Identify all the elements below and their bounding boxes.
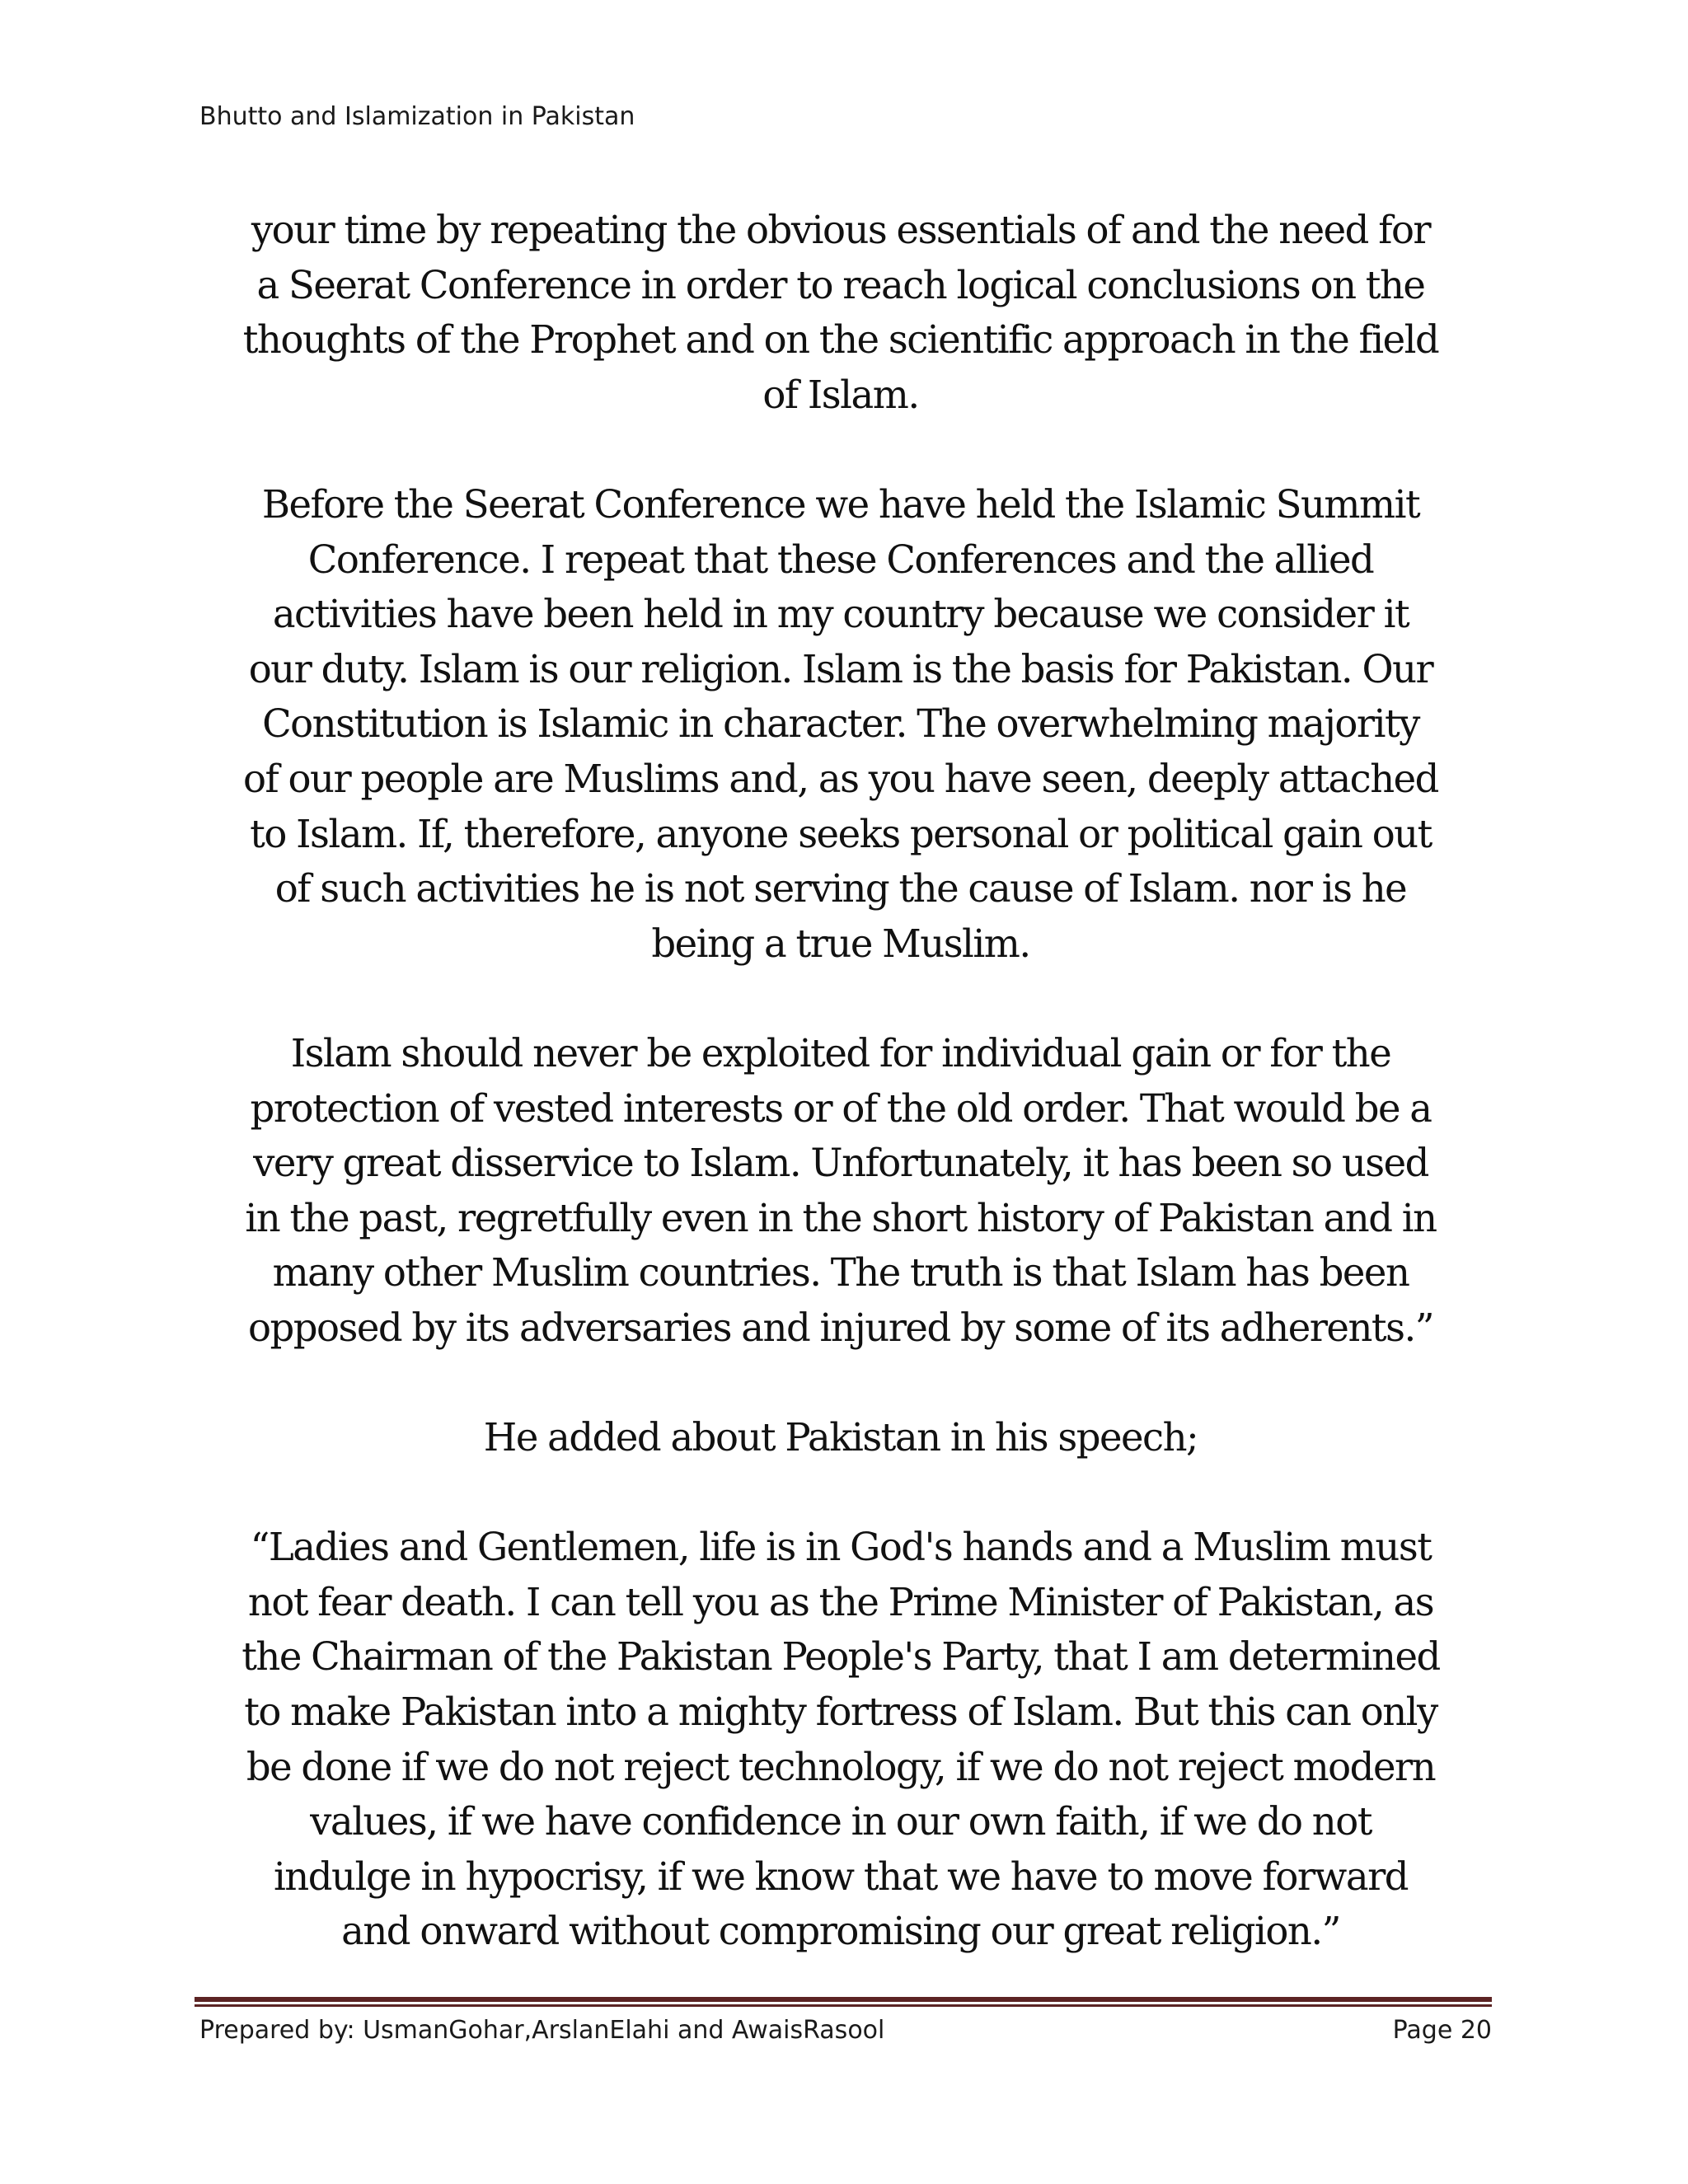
text-line: our duty. Islam is our religion. Islam is the basis for Pakistan. Our [248,646,1433,691]
running-header: Bhutto and Islamization in Pakistan [199,102,635,131]
text-line: of our people are Muslims and, as you have seen, deeply attached [243,756,1438,801]
text-line: very great disservice to Islam. Unfortunately, it has been so used [253,1141,1428,1186]
paragraph [190,477,1492,971]
text-line: He added about Pakistan in his speech; [483,1415,1198,1460]
footer-rule-thin [195,2004,1492,2007]
page-number: Page 20 [1392,2016,1492,2045]
text-line: Conference. I repeat that these Conferences and the allied [307,537,1374,582]
text-line: of Islam. [762,372,919,417]
text-line: Before the Seerat Conference we have held the Islamic Summit [261,481,1420,527]
footer-prepared-by: Prepared by: UsmanGohar,ArslanElahi and AwaisRasool [199,2016,885,2045]
body-text [190,203,1492,1959]
text-line: Islam should never be exploited for individual gain or for the [290,1030,1391,1076]
text-line: opposed by its adversaries and injured by some of its adherents.” [247,1305,1434,1350]
paragraph [190,1026,1492,1356]
text-line: Constitution is Islamic in character. The overwhelming majority [262,701,1419,747]
text-line: “Ladies and Gentlemen, life is in God's hands and a Muslim must [250,1525,1432,1570]
text-line: in the past, regretfully even in the short history of Pakistan and in [245,1195,1437,1240]
paragraph [190,1410,1492,1465]
text-line: indulge in hypocrisy, if we know that we have to move forward [273,1854,1409,1899]
text-line: thoughts of the Prophet and on the scientific approach in the field [242,317,1439,363]
text-line: many other Muslim countries. The truth is that Islam has been [272,1250,1409,1296]
text-line: to make Pakistan into a mighty fortress of Islam. But this can only [244,1690,1437,1735]
text-line: not fear death. I can tell you as the Prime Minister of Pakistan, as [247,1579,1434,1624]
text-line: values, if we have confidence in our own faith, if we do not [310,1799,1372,1844]
text-line: activities have been held in my country because we consider it [272,592,1409,637]
paragraph [190,1520,1492,1959]
footer-rule [195,1997,1492,2007]
text-line: a Seerat Conference in order to reach logical conclusions on the [256,262,1425,307]
text-line: to Islam. If, therefore, anyone seeks personal or political gain out [250,811,1432,856]
text-line: protection of vested interests or of the old order. That would be a [250,1085,1432,1131]
text-line: of such activities he is not serving the cause of Islam. nor is he [274,866,1407,912]
text-line: and onward without compromising our great religion.” [341,1909,1340,1954]
text-line: the Chairman of the Pakistan People's Party, that I am determined [241,1634,1440,1680]
footer-rule-thick [195,1997,1492,2002]
text-line: be done if we do not reject technology, if we do not reject modern [246,1744,1436,1789]
text-line: being a true Muslim. [651,921,1030,966]
text-line: your time by repeating the obvious essentials of and the need for [251,208,1431,252]
page-footer [199,2013,1492,2048]
paragraph [190,203,1492,422]
